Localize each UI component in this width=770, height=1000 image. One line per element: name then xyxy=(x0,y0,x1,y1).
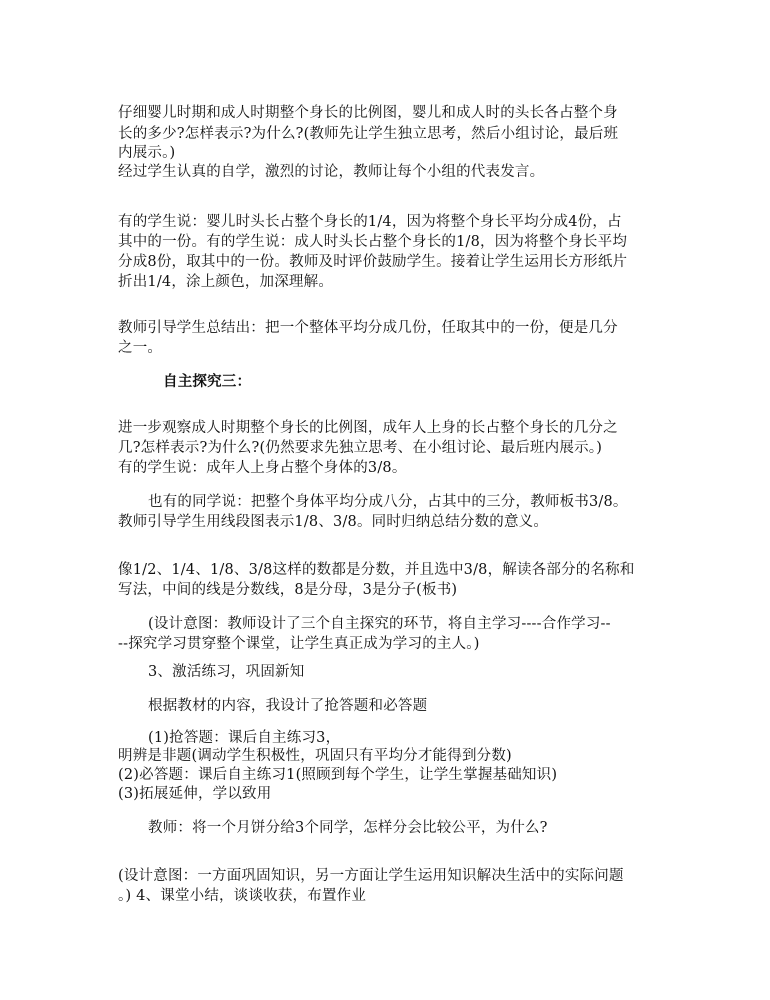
text-line: (设计意图：教师设计了三个自主探究的环节，将自主学习----合作学习-- xyxy=(148,616,611,632)
text-line: 写法，中间的线是分数线，8是分母，3是分子(板书) xyxy=(118,582,458,598)
text-line: 仔细婴儿时期和成人时期整个身长的比例图，婴儿和成人时的头长各占整个身 xyxy=(118,105,618,121)
text-line: 进一步观察成人时期整个身长的比例图，成年人上身的长占整个身长的几分之 xyxy=(118,420,618,436)
text-line: 折出1/4，涂上颜色，加深理解。 xyxy=(118,274,334,290)
text-line: (1)抢答题：课后自主练习3， xyxy=(148,730,341,746)
text-line: --探究学习贯穿整个课堂，让学生真正成为学习的主人。) xyxy=(118,636,480,652)
text-line: 教师引导学生总结出：把一个整体平均分成几份，任取其中的一份，便是几分 xyxy=(118,320,618,336)
text-line: 根据教材的内容，我设计了抢答题和必答题 xyxy=(148,698,428,714)
text-line: 教师引导学生用线段图表示1/8、3/8。同时归纳总结分数的意义。 xyxy=(118,514,549,530)
text-line: (3)拓展延伸，学以致用 xyxy=(118,786,272,802)
text-line: 有的学生说：婴儿时头长占整个身长的1/4，因为将整个身长平均分成4份，占 xyxy=(118,214,622,230)
section-heading: 自主探究三： xyxy=(163,373,252,390)
text-line: 之一。 xyxy=(118,340,163,356)
text-line: 经过学生认真的自学，激烈的讨论，教师让每个小组的代表发言。 xyxy=(118,164,545,180)
text-line: 教师：将一个月饼分给3个同学，怎样分会比较公平，为什么? xyxy=(148,820,548,836)
text-line: (设计意图：一方面巩固知识，另一方面让学生运用知识解决生活中的实际问题 xyxy=(118,868,624,884)
text-line: 明辨是非题(调动学生积极性，巩固只有平均分才能得到分数) xyxy=(118,748,512,764)
text-line: 有的学生说：成年人上身占整个身体的3/8。 xyxy=(118,460,407,476)
text-line: 分成8份，取其中的一份。教师及时评价鼓励学生。接着让学生运用长方形纸片 xyxy=(118,254,628,270)
text-line: 像1/2、1/4、1/8、3/8这样的数都是分数，并且选中3/8，解读各部分的名称和 xyxy=(118,562,635,578)
text-line: 其中的一份。有的学生说：成人时头长占整个身长的1/8，因为将整个身长平均 xyxy=(118,234,628,250)
text-line: 内展示。) xyxy=(118,145,176,161)
text-line: 。) 4、课堂小结，谈谈收获，布置作业 xyxy=(118,888,367,904)
text-line: 也有的同学说：把整个身体平均分成八分，占其中的三分，教师板书3/8。 xyxy=(148,494,628,510)
text-line: 几?怎样表示?为什么?(仍然要求先独立思考、在小组讨论、最后班内展示。) xyxy=(118,440,603,456)
text-line: 长的多少?怎样表示?为什么?(教师先让学生独立思考，然后小组讨论，最后班 xyxy=(118,126,619,142)
text-line: (2)必答题：课后自主练习1(照顾到每个学生，让学生掌握基础知识) xyxy=(118,767,558,783)
section-heading: 3、激活练习，巩固新知 xyxy=(148,664,305,680)
